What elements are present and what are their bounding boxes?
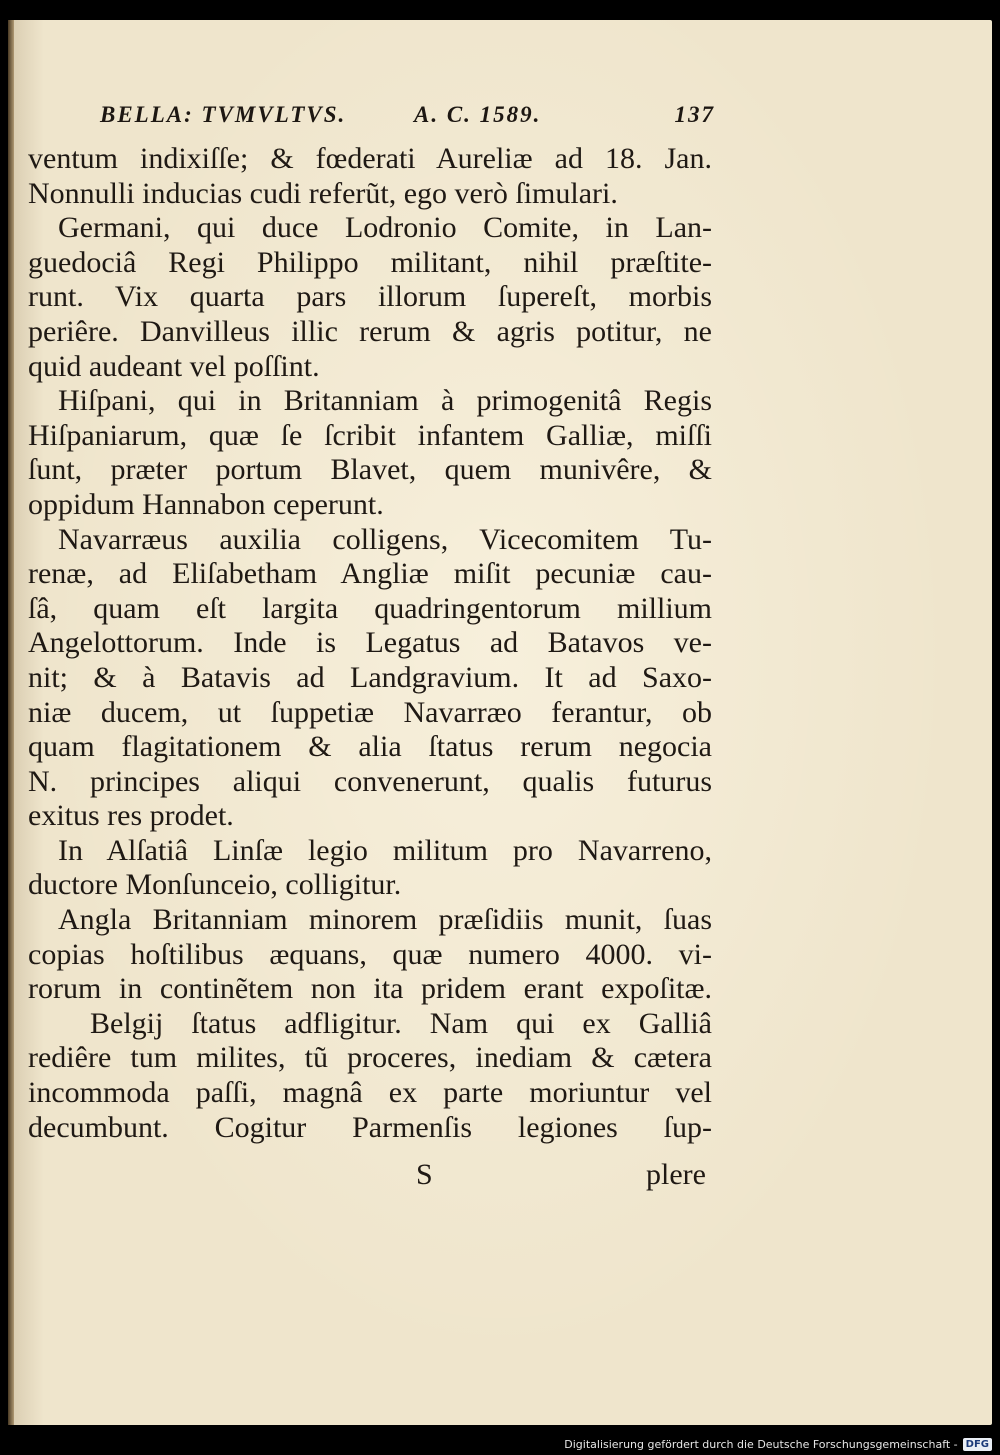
text-line: copias hoſtilibus æquans, quæ numero 4000. vi- bbox=[28, 937, 712, 971]
text-line: niæ ducem, ut ſuppetiæ Navarræo ferantur, ob bbox=[28, 695, 712, 729]
page-binding-edge bbox=[8, 20, 14, 1425]
text-line: quid audeant vel poſſint. bbox=[28, 349, 320, 383]
text-line: ventum indixiſſe; & fœderati Aureliæ ad 18. Jan. bbox=[28, 142, 712, 175]
text-line: quam flagitationem & alia ſtatus rerum negocia bbox=[28, 730, 712, 764]
text-line: guedociâ Regi Philippo militant, nihil præſtite- bbox=[28, 245, 712, 279]
text-line: Nonnulli inducias cudi referũt, ego verò ſimulari. bbox=[28, 176, 618, 210]
text-line: ductore Monſunceio, colligitur. bbox=[28, 868, 402, 902]
text-line: runt. Vix quarta pars illorum ſupereſt, morbis bbox=[28, 280, 712, 314]
page-footer bbox=[28, 1158, 708, 1194]
text-line: decumbunt. Cogitur Parmenſis legiones ſup- bbox=[28, 1110, 712, 1144]
dfg-logo: DFG bbox=[963, 1438, 992, 1451]
text-line: exitus res prodet. bbox=[28, 799, 234, 833]
text-line: periêre. Danvilleus illic rerum & agris potitur, ne bbox=[28, 314, 712, 348]
text-line: ſâ, quam eſt largita quadringentorum millium bbox=[28, 591, 712, 625]
text-line: rorum in continẽtem non ita pridem erant expoſitæ. bbox=[28, 972, 712, 1006]
text-line: incommoda paſſi, magnâ ex parte moriuntur vel bbox=[28, 1076, 712, 1110]
text-line: Navarræus auxilia colligens, Vicecomitem Tu- bbox=[58, 522, 712, 556]
credit-text: Digitalisierung gefördert durch die Deutsche Forschungsgemeinschaft - bbox=[564, 1438, 958, 1451]
text-line: Belgij ſtatus adfligitur. Nam qui ex Galliâ bbox=[90, 1006, 712, 1040]
text-line: Angelottorum. Inde is Legatus ad Batavos ve- bbox=[28, 626, 712, 660]
text-line: Hiſpani, qui in Britanniam à primogenitâ Regis bbox=[58, 384, 712, 418]
running-head bbox=[100, 102, 715, 136]
text-line: Germani, qui duce Lodronio Comite, in Lan- bbox=[58, 211, 712, 245]
page-number: 137 bbox=[674, 102, 715, 127]
text-line: N. principes aliqui convenerunt, qualis futurus bbox=[28, 764, 712, 798]
text-line: ſunt, præter portum Blavet, quem munivêre, & bbox=[28, 453, 712, 487]
text-line: Hiſpaniarum, quæ ſe ſcribit infantem Galliæ, miſſi bbox=[28, 418, 712, 452]
body-text bbox=[28, 142, 712, 1145]
text-line: In Alſatiâ Linſæ legio militum pro Navarreno, bbox=[58, 833, 712, 867]
text-line: oppidum Hannabon ceperunt. bbox=[28, 487, 384, 521]
text-line: Angla Britanniam minorem præſidiis munit, ſuas bbox=[58, 903, 712, 937]
running-head-title: BELLA: TVMVLTVS. bbox=[100, 102, 347, 127]
digitization-credit bbox=[564, 1438, 992, 1451]
text-line: nit; & à Batavis ad Landgravium. It ad Saxo- bbox=[28, 660, 712, 694]
catchword: plere bbox=[646, 1158, 706, 1191]
running-head-year: A. C. 1589. bbox=[414, 102, 542, 127]
text-line: rediêre tum milites, tũ proceres, inediam & cætera bbox=[28, 1041, 712, 1075]
text-line: renæ, ad Eliſabetham Angliæ miſit pecuniæ cau- bbox=[28, 557, 712, 591]
signature-mark: S bbox=[416, 1158, 433, 1191]
